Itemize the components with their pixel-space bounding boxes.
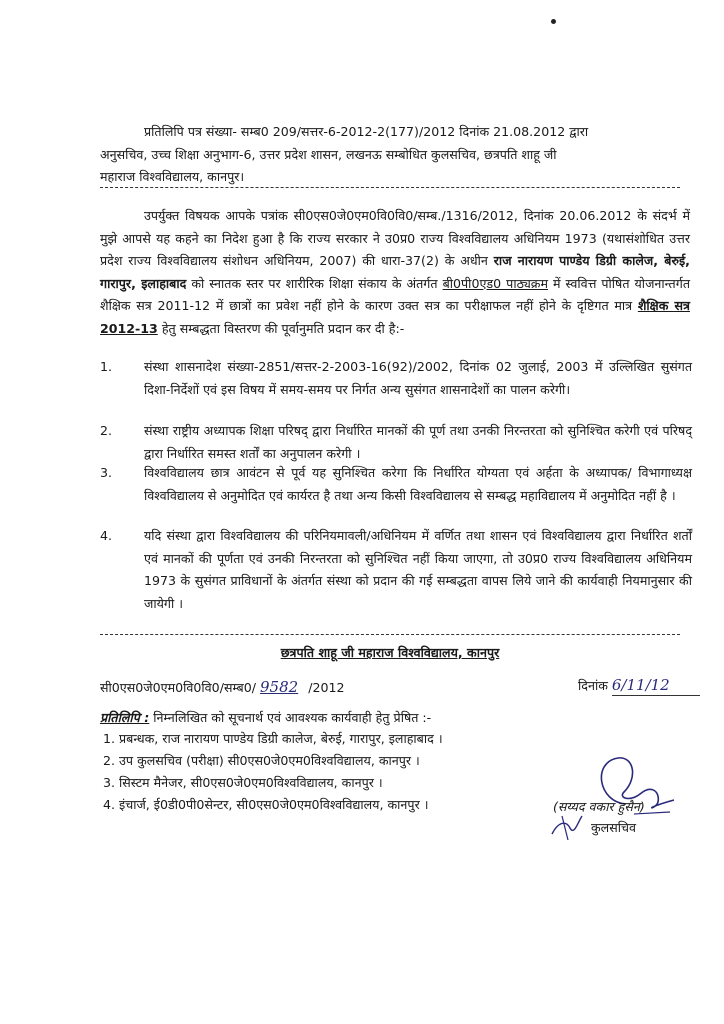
handwritten-ref-number: 9582 bbox=[260, 678, 299, 696]
cc-intro-text: निम्नलिखित को सूचनार्थ एवं आवश्यक कार्यवाही हेतु प्रेषित :- bbox=[153, 710, 432, 725]
cc-item-3: 3. सिस्टम मैनेजर, सी0एस0जे0एम0विश्वविद्यालय, कानपुर । bbox=[103, 775, 383, 790]
signatory-name: (सय्यद वकार हुसैन) bbox=[553, 799, 645, 814]
cc-intro bbox=[100, 708, 431, 728]
session-name: शैक्षिक सत्र 2012-13 bbox=[100, 298, 690, 336]
handwritten-date: 6/11/12 bbox=[612, 675, 700, 696]
header-cc-line2: अनुसचिव, उच्च शिक्षा अनुभाग-6, उत्तर प्रदेश शासन, लखनऊ सम्बोधित कुलसचिव, छत्रपति शाहू जी bbox=[100, 146, 557, 162]
para-part3: में स्ववित्त पोषित योजनान्तर्गत शैक्षिक सत्र 2011-12 में छात्रों का प्रवेश नहीं होने के कारण उक्त सत्र का परीक्षाफल नहीं होने के दृष्टिगत मात्र bbox=[100, 275, 690, 313]
condition-text: संस्था शासनादेश संख्या-2851/सत्तर-2-2003-16(92)/2002, दिनांक 02 जुलाई, 2003 में उल्लिखित सुसंगत दिशा-निर्देशों एवं इस विषय में समय-समय पर निर्गत अन्य सुसंगत शासनादेशों का पालन करेगी। bbox=[144, 359, 692, 397]
header-cc-block bbox=[100, 121, 690, 189]
university-heading: छत्रपति शाहू जी महाराज विश्वविद्यालय, कानपुर bbox=[280, 645, 500, 660]
initial-mark bbox=[548, 812, 584, 842]
para-part1: उपर्युक्त विषयक आपके पत्रांक सी0एस0जे0एम0वि0वि0/सम्ब./1316/2012, दिनांक 20.06.2012 के संदर्भ में मुझे आपसे यह कहने का निदेश हुआ है कि राज्य सरकार ने उ0प्र0 राज्य विश्वविद्यालय अधिनियम 1973 (यथासंशोधित उत्तर प्रदेश राज्य विश्वविद्यालय संशोधन अधिनियम, 2007) की धारा-37(2) के अधीन bbox=[100, 208, 690, 268]
condition-number: 4. bbox=[100, 528, 113, 543]
condition-text: यदि संस्था द्वारा विश्वविद्यालय की परिनियमावली/अधिनियम में वर्णित तथा शासन एवं विश्वविद्यालय द्वारा निर्धारित शर्तों एवं मानकों की पूर्णता एवं उनकी निरन्तरता को सुनिश्चित नहीं किया जाएगा, तो उ0प्र0 राज्य विश्वविद्यालय अधिनियम 1973 के सुसंगत प्राविधानों के अंतर्गत संस्था को प्रदान की गई सम्बद्धता वापस लिये जाने की कार्यवाही नियमानुसार की जायेगी । bbox=[144, 528, 692, 611]
condition-text: विश्वविद्यालय छात्र आवंटन से पूर्व यह सुनिश्चित करेगा कि निर्धारित योग्यता एवं अर्हता के अध्यापक/ विभागाध्यक्ष विश्वविद्यालय से अनुमोदित एवं कार्यरत है तथा अन्य किसी विश्वविद्यालय से सम्बद्ध महाविद्यालय में अनुमोदित नहीं है । bbox=[144, 465, 692, 503]
college-name: राज नारायण पाण्डेय डिग्री कालेज, बेरुई, गारापुर, इलाहाबाद bbox=[100, 253, 690, 291]
ref-prefix: सी0एस0जे0एम0वि0वि0/सम्ब0/ bbox=[100, 680, 256, 695]
cc-item-4: 4. इंचार्ज, ई0डी0पी0सेन्टर, सी0एस0जे0एम0विश्वविद्यालय, कानपुर । bbox=[103, 797, 429, 812]
signatory-title: कुलसचिव bbox=[591, 820, 636, 835]
para-part4: हेतु सम्बद्धता विस्तरण की पूर्वानुमति प्रदान कर दी है:- bbox=[161, 320, 405, 336]
date-field bbox=[578, 675, 700, 696]
condition-number: 1. bbox=[100, 359, 113, 374]
cc-item-1: 1. प्रबन्धक, राज नारायण पाण्डेय डिग्री कालेज, बेरुई, गारापुर, इलाहाबाद । bbox=[103, 731, 443, 746]
reference-number bbox=[100, 677, 345, 698]
main-paragraph bbox=[100, 205, 690, 340]
header-cc-line3: महाराज विश्वविद्यालय, कानपुर। bbox=[100, 169, 245, 184]
cc-label: प्रतिलिपि : bbox=[100, 710, 150, 725]
divider-bottom bbox=[100, 634, 680, 635]
condition-number: 3. bbox=[100, 465, 113, 480]
para-part2: को स्नातक स्तर पर शारीरिक शिक्षा संकाय के अंतर्गत bbox=[191, 275, 438, 291]
ref-suffix: /2012 bbox=[308, 680, 345, 695]
date-label: दिनांक bbox=[578, 678, 608, 693]
course-name: बी0पी0एड0 पाठ्यक्रम bbox=[442, 275, 548, 291]
condition-text: संस्था राष्ट्रीय अध्यापक शिक्षा परिषद् द्वारा निर्धारित मानकों की पूर्ण तथा उनकी निरन्तरता को सुनिश्चित करेगी एवं परिषद् द्वारा निर्धारित समस्त शर्तों का अनुपालन करेगी । bbox=[144, 423, 692, 461]
header-cc-line1: प्रतिलिपि पत्र संख्या- सम्ब0 209/सत्तर-6-2012-2(177)/2012 दिनांक 21.08.2012 द्वारा bbox=[144, 124, 589, 139]
cc-item-2: 2. उप कुलसचिव (परीक्षा) सी0एस0जे0एम0विश्वविद्यालय, कानपुर । bbox=[103, 753, 420, 768]
ink-dot bbox=[551, 19, 556, 24]
condition-number: 2. bbox=[100, 423, 113, 438]
divider-top bbox=[100, 187, 680, 188]
